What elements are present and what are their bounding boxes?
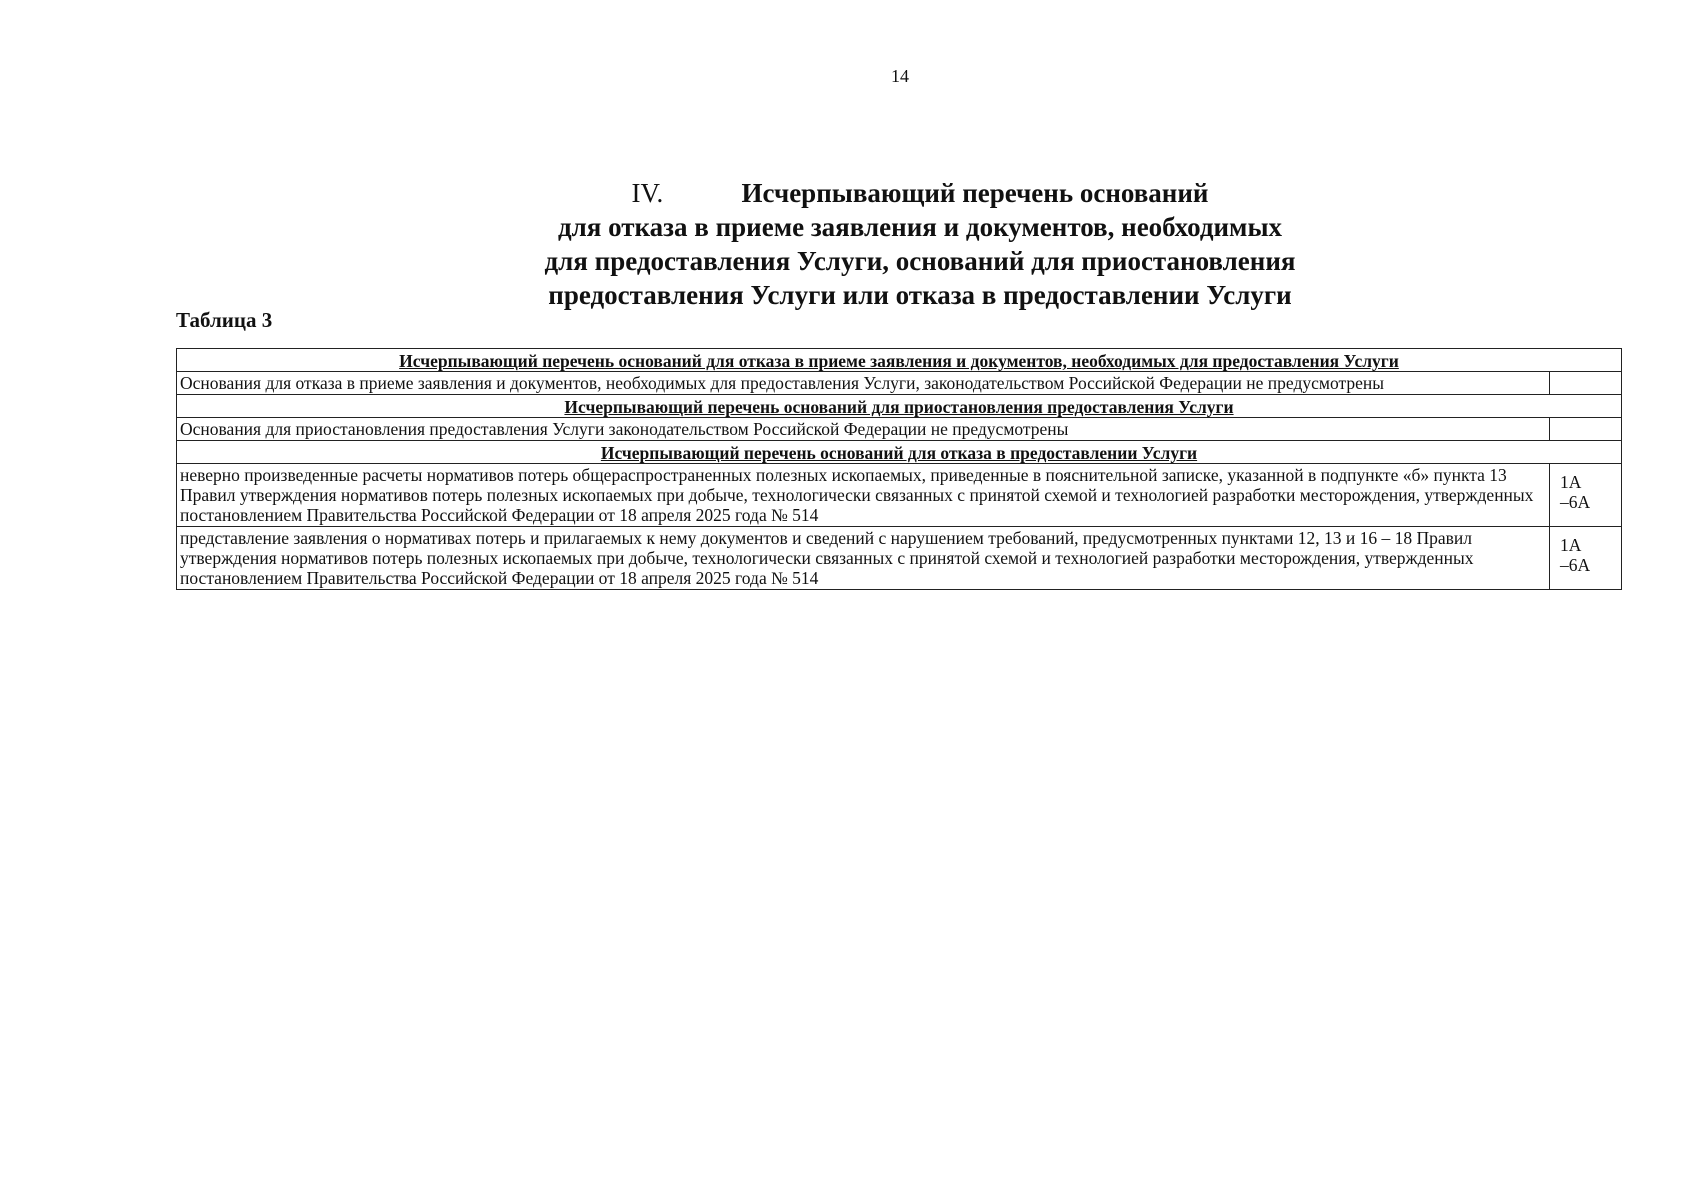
table-group-header xyxy=(177,395,1622,418)
section-title-line-1: Исчерпывающий перечень оснований xyxy=(741,178,1209,208)
row-code xyxy=(1550,464,1622,527)
table-row xyxy=(177,418,1622,441)
section-heading-line-1 xyxy=(470,176,1370,210)
section-title-line-4: предоставления Услуги или отказа в предоставлении Услуги xyxy=(548,280,1292,310)
row-code-line-2: –6А xyxy=(1560,492,1591,512)
group-title-refusal-acceptance: Исчерпывающий перечень оснований для отказа в приеме заявления и документов, необходимых для предоставления Услуги xyxy=(177,349,1622,372)
table-row xyxy=(177,464,1622,527)
row-text: Основания для отказа в приеме заявления и документов, необходимых для предоставления Услуги, законодательством Российской Федерации не предусмотрены xyxy=(177,372,1550,395)
group-title-suspension: Исчерпывающий перечень оснований для приостановления предоставления Услуги xyxy=(177,395,1622,418)
table-group-header xyxy=(177,349,1622,372)
row-code xyxy=(1550,527,1622,590)
section-numeral: IV. xyxy=(631,178,664,208)
row-text: неверно произведенные расчеты нормативов потерь общераспространенных полезных ископаемых, приведенные в пояснительной записке, указанной в подпункте «б» пункта 13 Правил утверждения нормативов потерь полезных ископаемых при добыче, технологически связанных с принятой схемой и технологией разработки месторождения, утвержденных постановлением Правительства Российской Федерации от 18 апреля 2025 года № 514 xyxy=(177,464,1550,527)
table-group-header xyxy=(177,441,1622,464)
page-number: 14 xyxy=(891,66,909,86)
section-title-line-2: для отказа в приеме заявления и документов, необходимых xyxy=(557,212,1283,242)
section-heading xyxy=(470,176,1370,312)
table-row xyxy=(177,527,1622,590)
row-code-line-2: –6А xyxy=(1560,555,1591,575)
row-text: Основания для приостановления предоставления Услуги законодательством Российской Федерации не предусмотрены xyxy=(177,418,1550,441)
row-text: представление заявления о нормативах потерь и прилагаемых к нему документов и сведений с нарушением требований, предусмотренных пунктами 12, 13 и 16 – 18 Правил утверждения нормативов потерь полезных ископаемых при добыче, технологически связанных с принятой схемой и технологией разработки месторождения, утвержденных постановлением Правительства Российской Федерации от 18 апреля 2025 года № 514 xyxy=(177,527,1550,590)
section-title-line-3: для предоставления Услуги, оснований для приостановления xyxy=(544,246,1296,276)
table-caption: Таблица 3 xyxy=(176,308,273,332)
row-code xyxy=(1550,418,1622,441)
group-title-refusal-service: Исчерпывающий перечень оснований для отказа в предоставлении Услуги xyxy=(177,441,1622,464)
row-code xyxy=(1550,372,1622,395)
row-code-line-1: 1А xyxy=(1560,535,1582,555)
row-code-line-1: 1А xyxy=(1560,472,1582,492)
grounds-table xyxy=(176,348,1622,590)
table-row xyxy=(177,372,1622,395)
